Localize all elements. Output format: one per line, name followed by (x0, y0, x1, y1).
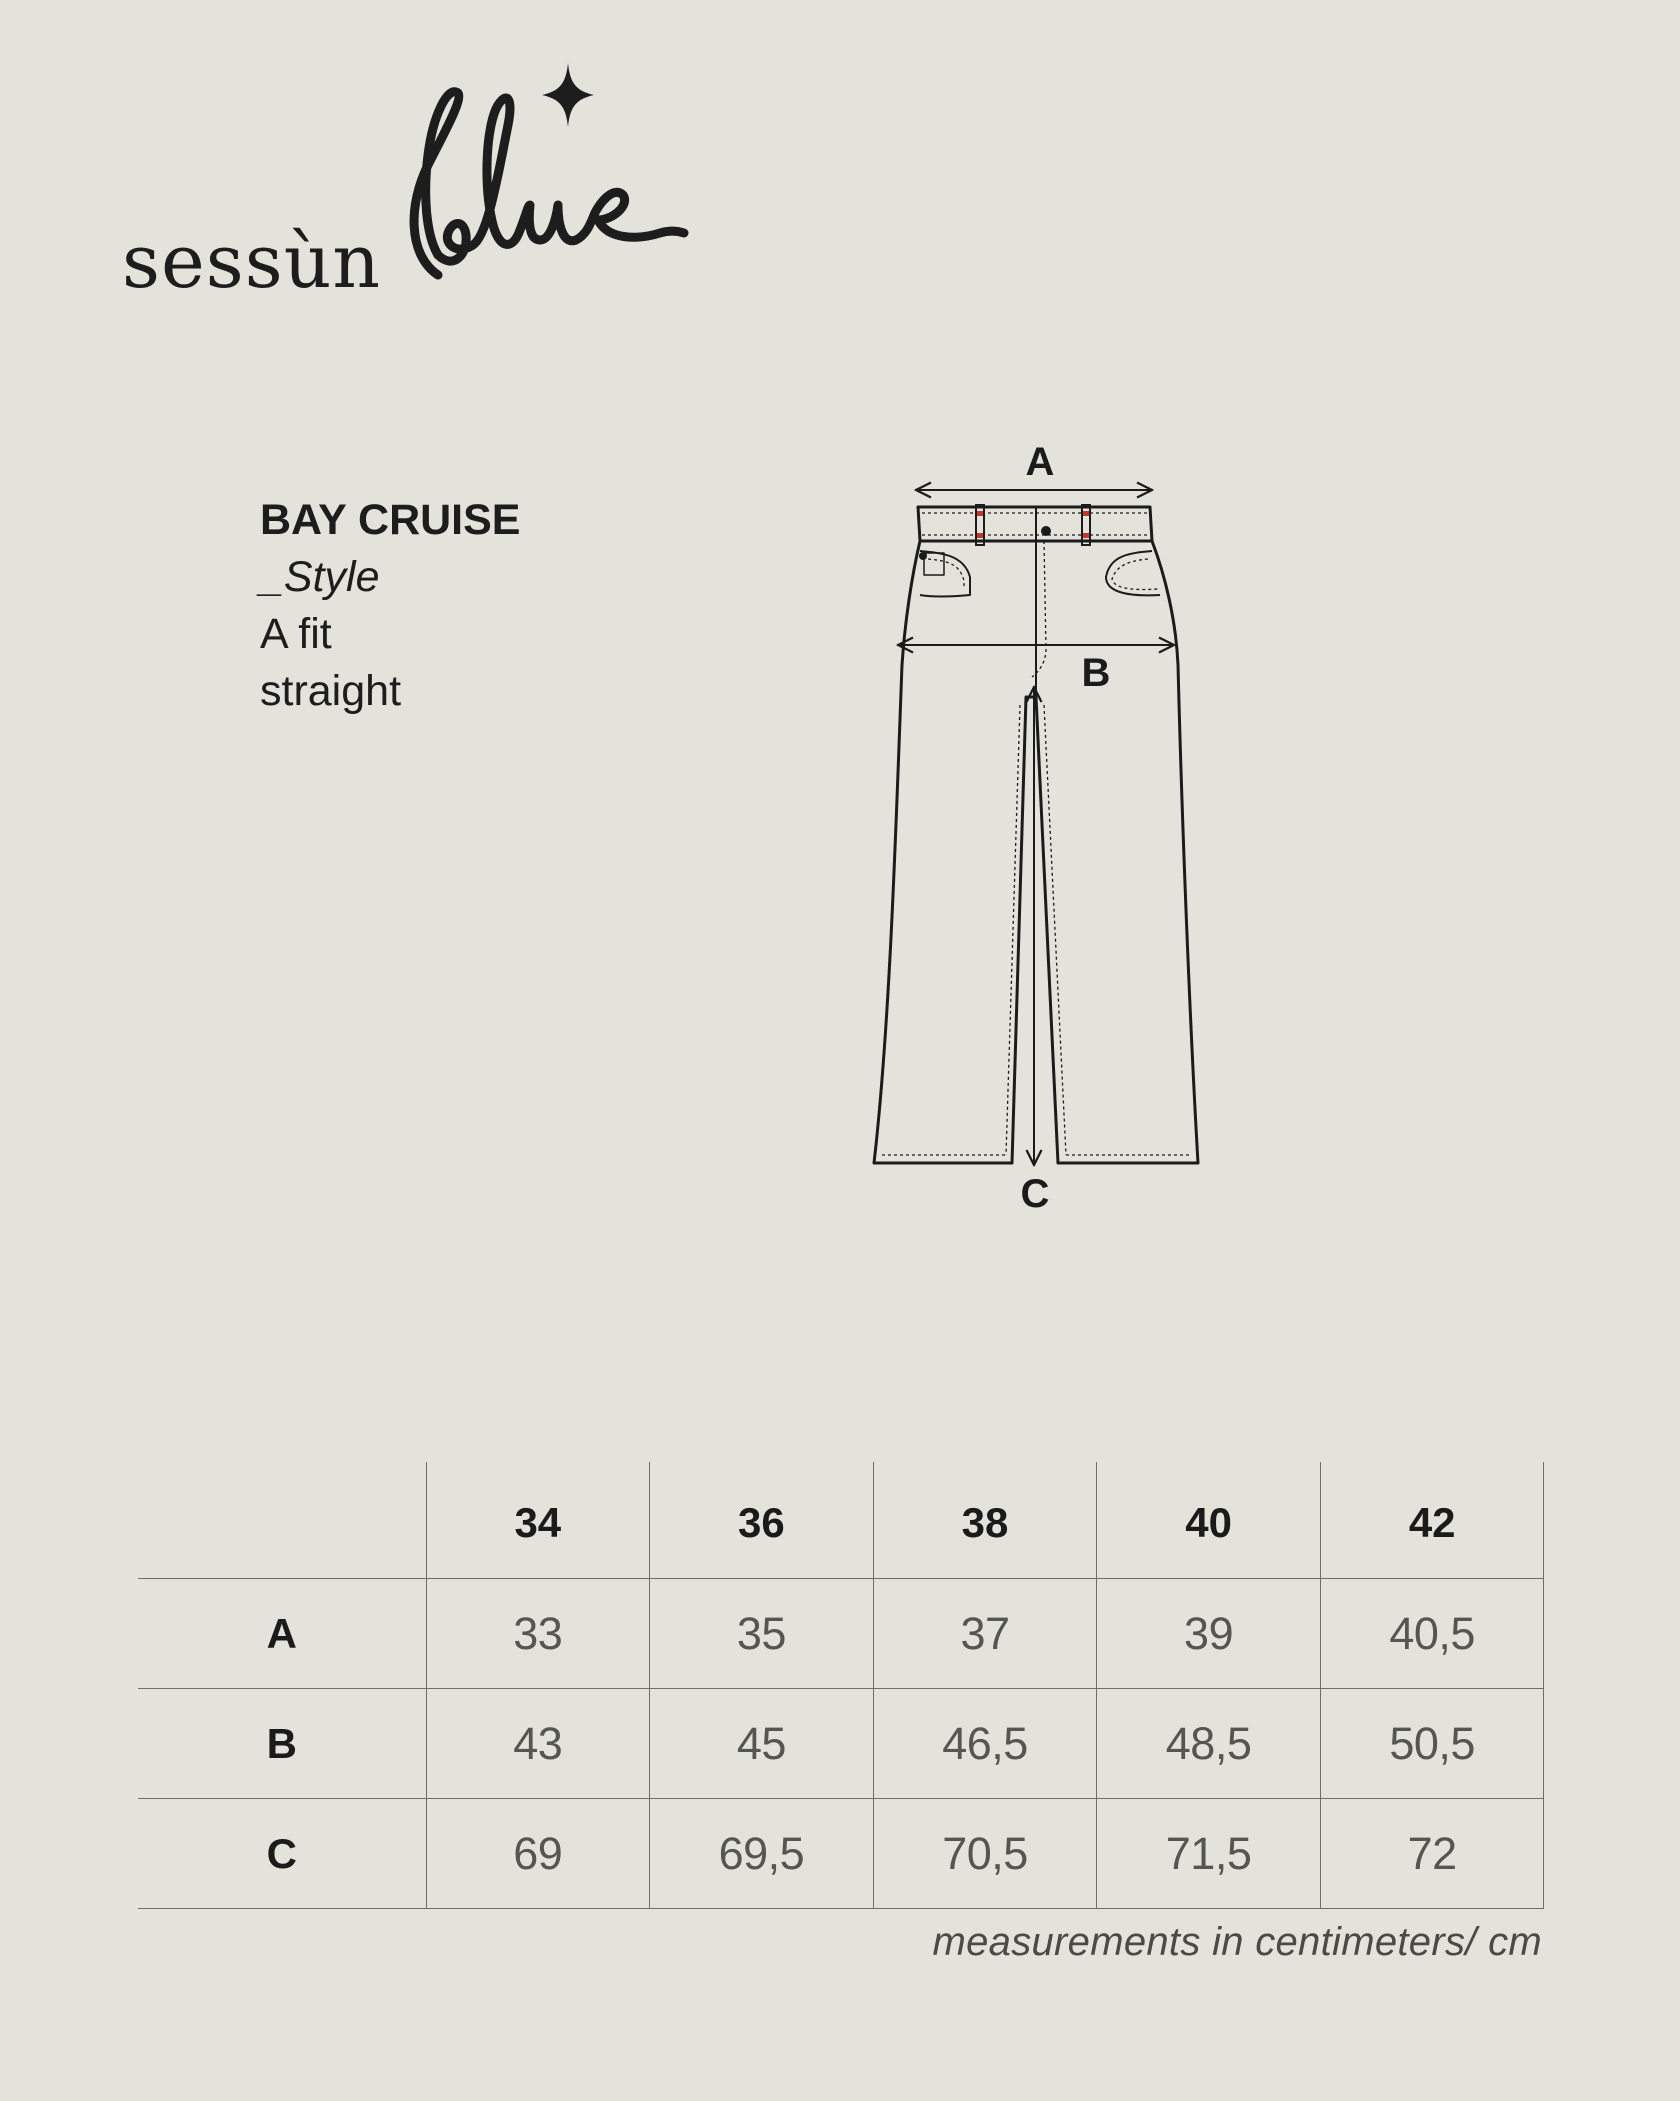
button-icon (1041, 526, 1051, 536)
row-label: A (138, 1579, 426, 1689)
table-cell: 45 (650, 1689, 874, 1799)
size-column-header: 36 (650, 1462, 874, 1579)
table-row (138, 1799, 1544, 1909)
jeans-measurement-diagram (860, 425, 1220, 1225)
table-cell: 69,5 (650, 1799, 874, 1909)
product-info (260, 492, 780, 720)
style-label: _Style (260, 553, 380, 601)
table-cell: 71,5 (1097, 1799, 1321, 1909)
table-cell: 72 (1320, 1799, 1544, 1909)
brand-logo (118, 55, 688, 305)
label-c: C (1020, 1172, 1050, 1216)
rivet-icon (919, 552, 927, 560)
table-header-row (138, 1462, 1544, 1579)
table-cell: 70,5 (873, 1799, 1097, 1909)
row-label: B (138, 1689, 426, 1799)
measurement-footnote: measurements in centimeters/ cm (932, 1920, 1542, 1964)
table-row (138, 1579, 1544, 1689)
product-name: BAY CRUISE (260, 496, 521, 544)
size-column-header: 38 (873, 1462, 1097, 1579)
table-cell: 39 (1097, 1579, 1321, 1689)
sparkle-star-icon (542, 63, 594, 127)
script-lettering (414, 92, 684, 275)
table-cell: 37 (873, 1579, 1097, 1689)
size-table (138, 1462, 1544, 1909)
fit-text: A fit (260, 610, 332, 658)
table-cell: 69 (426, 1799, 650, 1909)
size-column-header: 40 (1097, 1462, 1321, 1579)
table-cell: 46,5 (873, 1689, 1097, 1799)
jeans-outline (874, 507, 1198, 1163)
size-column-header: 34 (426, 1462, 650, 1579)
table-cell: 48,5 (1097, 1689, 1321, 1799)
table-cell: 43 (426, 1689, 650, 1799)
size-column-header: 42 (1320, 1462, 1544, 1579)
belt-loops (976, 505, 1090, 545)
table-cell: 40,5 (1320, 1579, 1544, 1689)
label-a: A (1025, 440, 1055, 484)
brand-script-logo (398, 55, 698, 295)
row-label: C (138, 1799, 426, 1909)
label-b: B (1081, 651, 1111, 695)
table-corner (138, 1462, 426, 1579)
table-cell: 50,5 (1320, 1689, 1544, 1799)
table-cell: 35 (650, 1579, 874, 1689)
table-cell: 33 (426, 1579, 650, 1689)
brand-wordmark: sessùn (122, 219, 382, 305)
table-row (138, 1689, 1544, 1799)
cut-text: straight (260, 667, 402, 715)
